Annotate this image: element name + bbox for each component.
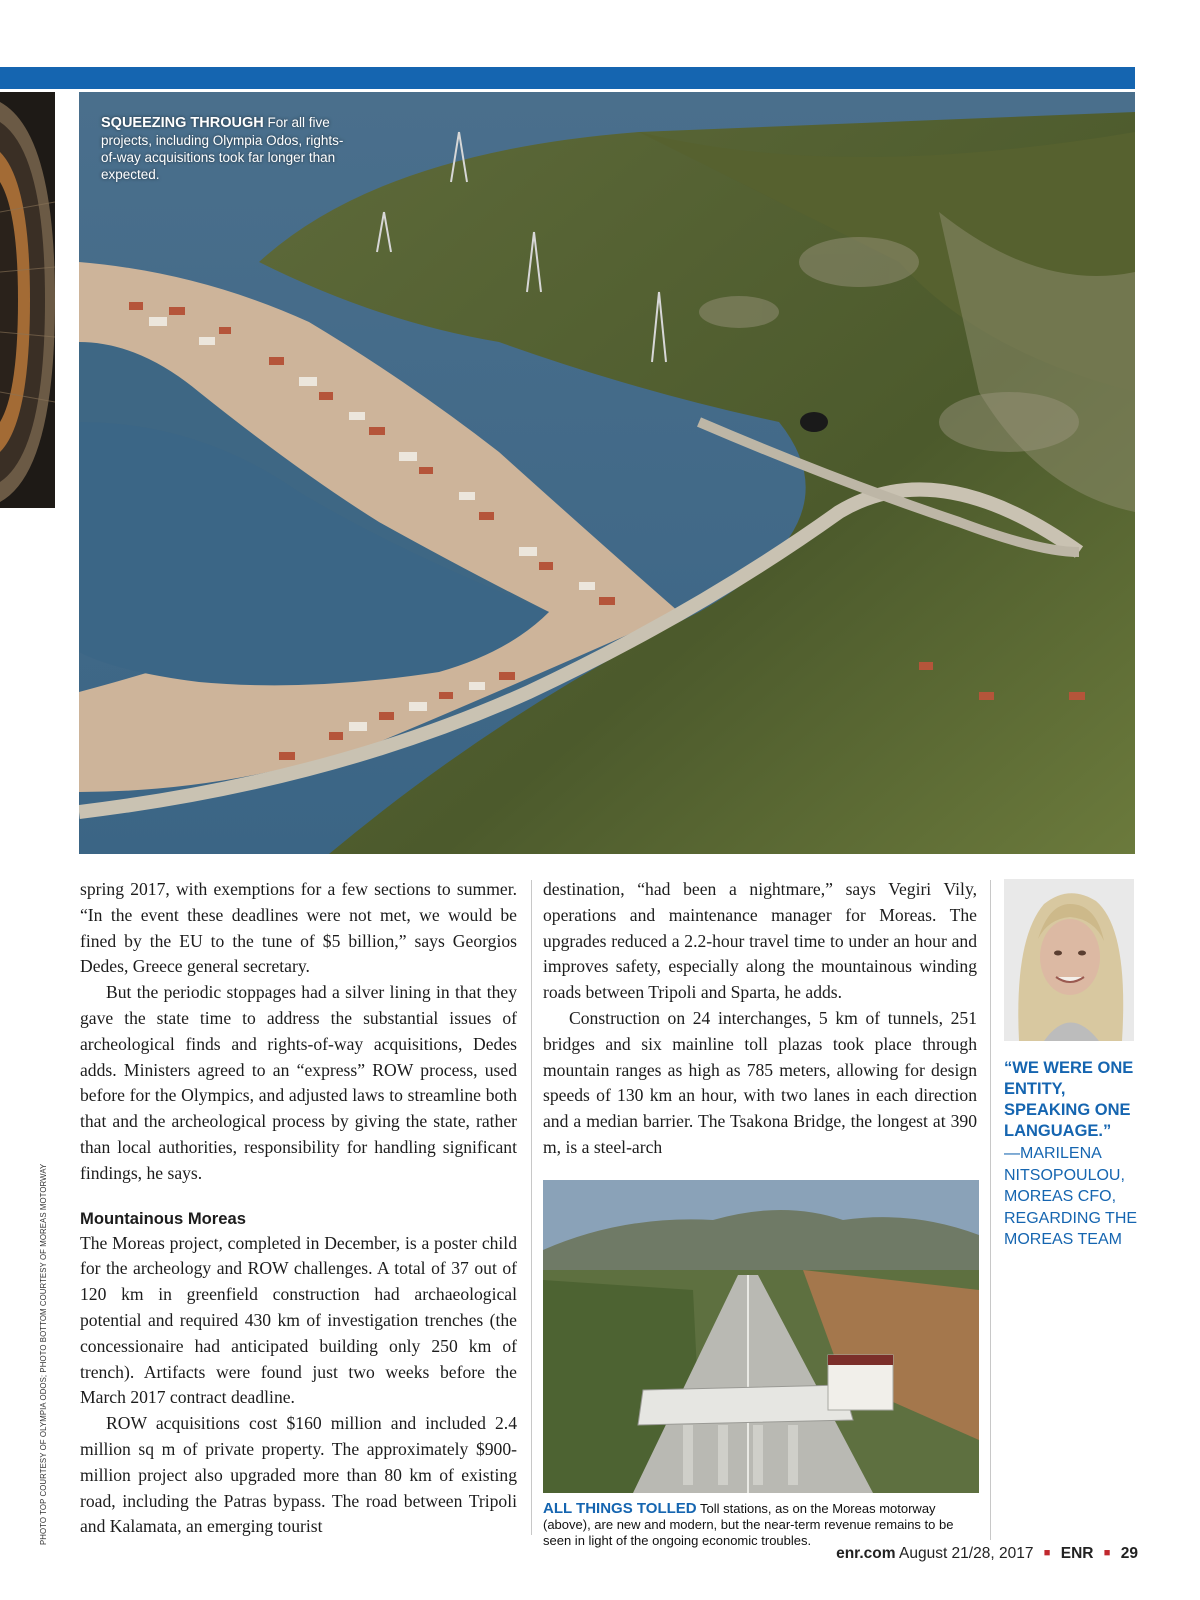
toll-plaza-photo bbox=[543, 1180, 979, 1493]
footer-separator: ■ bbox=[1103, 1547, 1111, 1559]
pull-quote-attribution: —MARILENA NITSOPOULOU, MOREAS CFO, REGARDING THE MOREAS TEAM bbox=[1004, 1145, 1138, 1248]
page-number: 29 bbox=[1120, 1545, 1138, 1562]
top-color-bar bbox=[0, 67, 1135, 89]
column-divider bbox=[531, 880, 532, 1535]
tunnel-photo-fragment bbox=[0, 92, 55, 508]
portrait-photo bbox=[1004, 879, 1134, 1041]
page-footer bbox=[836, 1545, 1138, 1563]
bottom-caption-lead: ALL THINGS TOLLED bbox=[543, 1500, 697, 1517]
paragraph: destination, “had been a nightmare,” says Vegiri Vily, operations and maintenance manager for Moreas. The upgrades reduced a 2.2-hour travel time to under an hour and improves safety, especially along the mountainous winding roads between Tripoli and Sparta, he adds. bbox=[543, 879, 977, 1003]
pull-quote bbox=[1004, 1058, 1144, 1251]
article-column-1 bbox=[80, 877, 517, 1540]
footer-publication: ENR bbox=[1060, 1545, 1094, 1562]
aerial-coast-photo bbox=[79, 92, 1135, 854]
photo-credit: PHOTO TOP COURTESY OF OLYMPIA ODOS; PHOTO BOTTOM COURTESY OF MOREAS MOTORWAY bbox=[39, 1163, 48, 1545]
section-subhead: Mountainous Moreas bbox=[80, 1208, 246, 1228]
article-column-2 bbox=[543, 877, 977, 1161]
footer-date: August 21/28, 2017 bbox=[899, 1545, 1034, 1562]
paragraph: spring 2017, with exemptions for a few sections to summer. “In the event these deadlines were not met, we would be fined by the EU to the tune of $5 billion,” says Georgios Dedes, Greece general secretary. bbox=[80, 879, 517, 977]
pull-quote-text: “WE WERE ONE ENTITY, SPEAKING ONE LANGUAGE.” bbox=[1004, 1059, 1134, 1140]
paragraph: ROW acquisitions cost $160 million and included 2.4 million sq m of private property. The approximately $900-million project also upgraded more than 80 km of existing road, including the Patras bypass. The road between Tripoli and Kalamata, an emerging tourist bbox=[80, 1413, 517, 1537]
bottom-caption-text: Toll stations, as on the Moreas motorway (above), are new and modern, but the near-term revenue remains to be seen in light of the ongoing economic troubles. bbox=[543, 1501, 954, 1548]
paragraph: But the periodic stoppages had a silver lining in that they gave the state time to address the substantial issues of archeological finds and rights-of-way acquisitions, Dedes adds. Ministers agreed to an “express” ROW process, used before for the Olympics, and adjusted laws to streamline both that and the archeological process by giving the state, rather than local authorities, responsibility for handling significant findings, he says. bbox=[80, 982, 517, 1183]
top-caption-text: For all five projects, including Olympia Odos, rights-of-way acquisitions took far longer than expected. bbox=[101, 115, 344, 182]
top-caption-lead: SQUEEZING THROUGH bbox=[101, 115, 264, 131]
paragraph: Construction on 24 interchanges, 5 km of tunnels, 251 bridges and six mainline toll plazas took place through mountain ranges as high as 785 meters, allowing for design speeds of 130 km an hour, with two lanes in each direction and a median barrier. The Tsakona Bridge, the longest at 390 m, is a steel-arch bbox=[543, 1007, 977, 1157]
bottom-photo-caption bbox=[543, 1501, 979, 1549]
footer-separator: ■ bbox=[1043, 1547, 1051, 1559]
paragraph: The Moreas project, completed in December, is a poster child for the archeology and ROW challenges. A total of 37 out of 120 km in greenfield construction had archaeological potential and required 430 km of investigation trenches (the concessionaire had anticipated building only 250 km of trench). Artifacts were found just two weeks before the March 2017 contract deadline. bbox=[80, 1232, 517, 1408]
column-divider bbox=[990, 880, 991, 1540]
top-photo-caption bbox=[101, 114, 351, 183]
footer-site: enr.com bbox=[836, 1545, 896, 1562]
